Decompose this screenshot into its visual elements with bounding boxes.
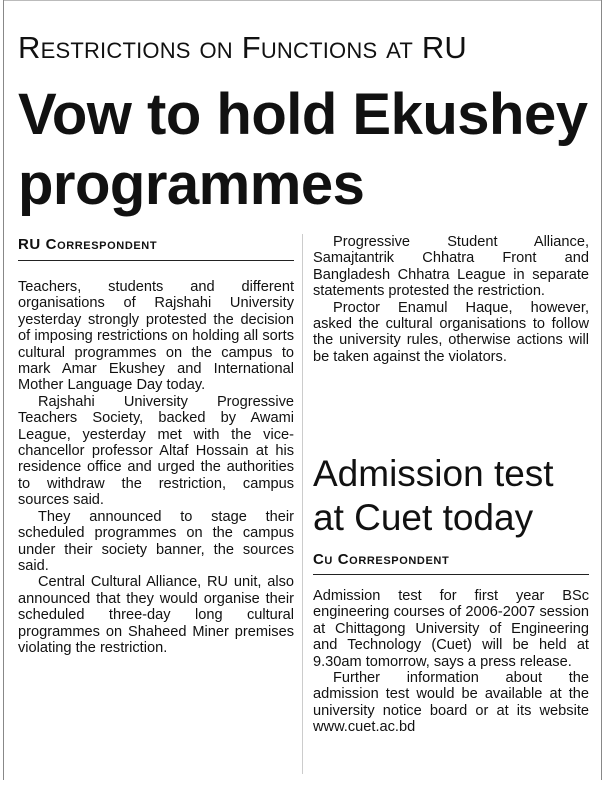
article1-paragraph: Progressive Student Alliance, Samajtantrik Chhatra Front and Bangladesh Chhatra League in separate statements protested the restriction.	[313, 234, 589, 300]
article1-headline: Vow to hold Ekushey programmes	[18, 82, 588, 217]
column-divider	[302, 234, 303, 774]
article1-column-right	[313, 234, 589, 365]
article2-body	[313, 588, 589, 736]
article1-paragraph: Rajshahi University Progressive Teachers Society, backed by Awami League, yesterday met with the vice-chancellor professor Altaf Hossain at his residence office and urged the authorities to withdraw the restriction, campus sources said.	[18, 393, 294, 509]
clipping-border-right	[601, 0, 602, 780]
article1-column-left	[18, 279, 294, 656]
article1-kicker: Restrictions on Functions at RU	[18, 30, 468, 65]
article1-paragraph: They announced to stage their scheduled programmes on the campus under their society banner, the sources said.	[18, 508, 294, 574]
article2-paragraph: Further information about the admission test would be available at the university notice board or at its website www.cuet.ac.bd	[313, 670, 589, 736]
article1-byline: RU Correspondent	[18, 236, 158, 253]
article1-paragraph: Central Cultural Alliance, RU unit, also announced that they would organise their scheduled three-day long cultural programmes on Shaheed Miner premises violating the restriction.	[18, 574, 294, 656]
article2-paragraph: Admission test for first year BSc engineering courses of 2006-2007 session at Chittagong University of Engineering and Technology (Cuet) will be held at 9.30am tomorrow, says a press release.	[313, 588, 589, 670]
article1-paragraph: Teachers, students and different organisations of Rajshahi University yesterday strongly protested the decision of imposing restrictions on holding all sorts cultural programmes on the campus to mark Amar Ekushey and International Mother Language Day today.	[18, 279, 294, 394]
article2-headline: Admission test at Cuet today	[313, 453, 554, 538]
article2-byline-rule	[313, 574, 589, 575]
clipping-border-top	[3, 0, 602, 1]
article2-byline: Cu Correspondent	[313, 551, 450, 568]
clipping-border-left	[3, 0, 4, 780]
article1-paragraph: Proctor Enamul Haque, however, asked the cultural organisations to follow the university rules, otherwise actions will be taken against the violators.	[313, 299, 589, 365]
article1-byline-rule	[18, 260, 294, 261]
